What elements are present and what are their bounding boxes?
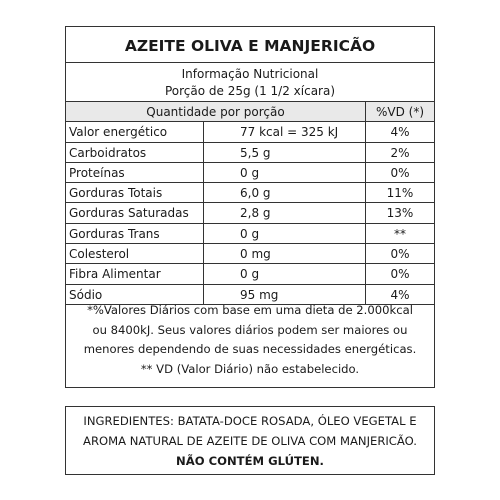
quantity-header: Quantidade por porção [66, 102, 366, 121]
vd-header: %VD (*) [375, 105, 425, 119]
nutrient-vd: 0% [390, 247, 410, 262]
table-row [66, 122, 434, 142]
nutrient-amount: 0 mg [204, 244, 366, 263]
nutrient-vd: 4% [390, 125, 410, 140]
nutrient-vd: 13% [386, 206, 414, 221]
nutrient-amount: 77 kcal = 325 kJ [204, 122, 366, 141]
footnote-line: ou 8400kJ. Seus valores diários podem ser maiores ou [92, 322, 408, 337]
nutrient-vd: 11% [386, 186, 414, 201]
table-row [66, 244, 434, 264]
product-title: AZEITE OLIVA E MANJERICÃO [66, 27, 434, 63]
gluten-notice: NÃO CONTÉM GLÚTEN. [176, 454, 324, 468]
nutrition-facts-panel [65, 26, 435, 388]
nutrient-name: Gorduras Trans [66, 224, 204, 243]
footnote-line: ** VD (Valor Diário) não estabelecido. [140, 361, 360, 376]
table-row [66, 203, 434, 223]
nutrient-name: Valor energético [66, 122, 204, 141]
nutrient-name: Fibra Alimentar [66, 264, 204, 283]
nutrient-amount: 2,8 g [204, 203, 366, 222]
portion-size: Porção de 25g (1 1/2 xícara) [164, 84, 336, 98]
nutrient-vd: 0% [390, 165, 410, 180]
table-row [66, 163, 434, 183]
nutrient-vd: 0% [390, 267, 410, 282]
nutrient-amount: 5,5 g [204, 143, 366, 162]
ingredients-line: AROMA NATURAL DE AZEITE DE OLIVA COM MANJERICÃO. [83, 434, 417, 448]
footnote-line: menores dependendo de suas necessidades energéticas. [83, 342, 417, 356]
nutrient-name: Sódio [66, 285, 204, 304]
table-header-row [66, 102, 434, 122]
daily-values-footnote [66, 301, 434, 379]
nutrition-subtitle: Informação Nutricional [181, 67, 319, 81]
nutrient-name: Gorduras Totais [66, 183, 204, 202]
ingredients-panel [65, 406, 435, 475]
nutrient-amount: 0 g [204, 163, 366, 182]
nutrient-name: Proteínas [66, 163, 204, 182]
nutrient-vd: 4% [390, 287, 410, 302]
nutrient-vd: ** [394, 226, 406, 241]
nutrient-amount: 95 mg [204, 285, 366, 304]
nutrition-table [66, 101, 434, 305]
table-row [66, 143, 434, 163]
nutrient-amount: 0 g [204, 224, 366, 243]
ingredients-line: INGREDIENTES: BATATA-DOCE ROSADA, ÓLEO VEGETAL E [83, 414, 417, 428]
nutrient-amount: 0 g [204, 264, 366, 283]
nutrient-name: Colesterol [66, 244, 204, 263]
nutrient-name: Carboidratos [66, 143, 204, 162]
nutrient-name: Gorduras Saturadas [66, 203, 204, 222]
table-row [66, 264, 434, 284]
nutrient-amount: 6,0 g [204, 183, 366, 202]
nutrient-vd: 2% [390, 145, 410, 160]
table-row [66, 183, 434, 203]
footnote-line: *%Valores Diários com base em uma dieta de 2.000kcal [87, 303, 413, 317]
table-row [66, 224, 434, 244]
